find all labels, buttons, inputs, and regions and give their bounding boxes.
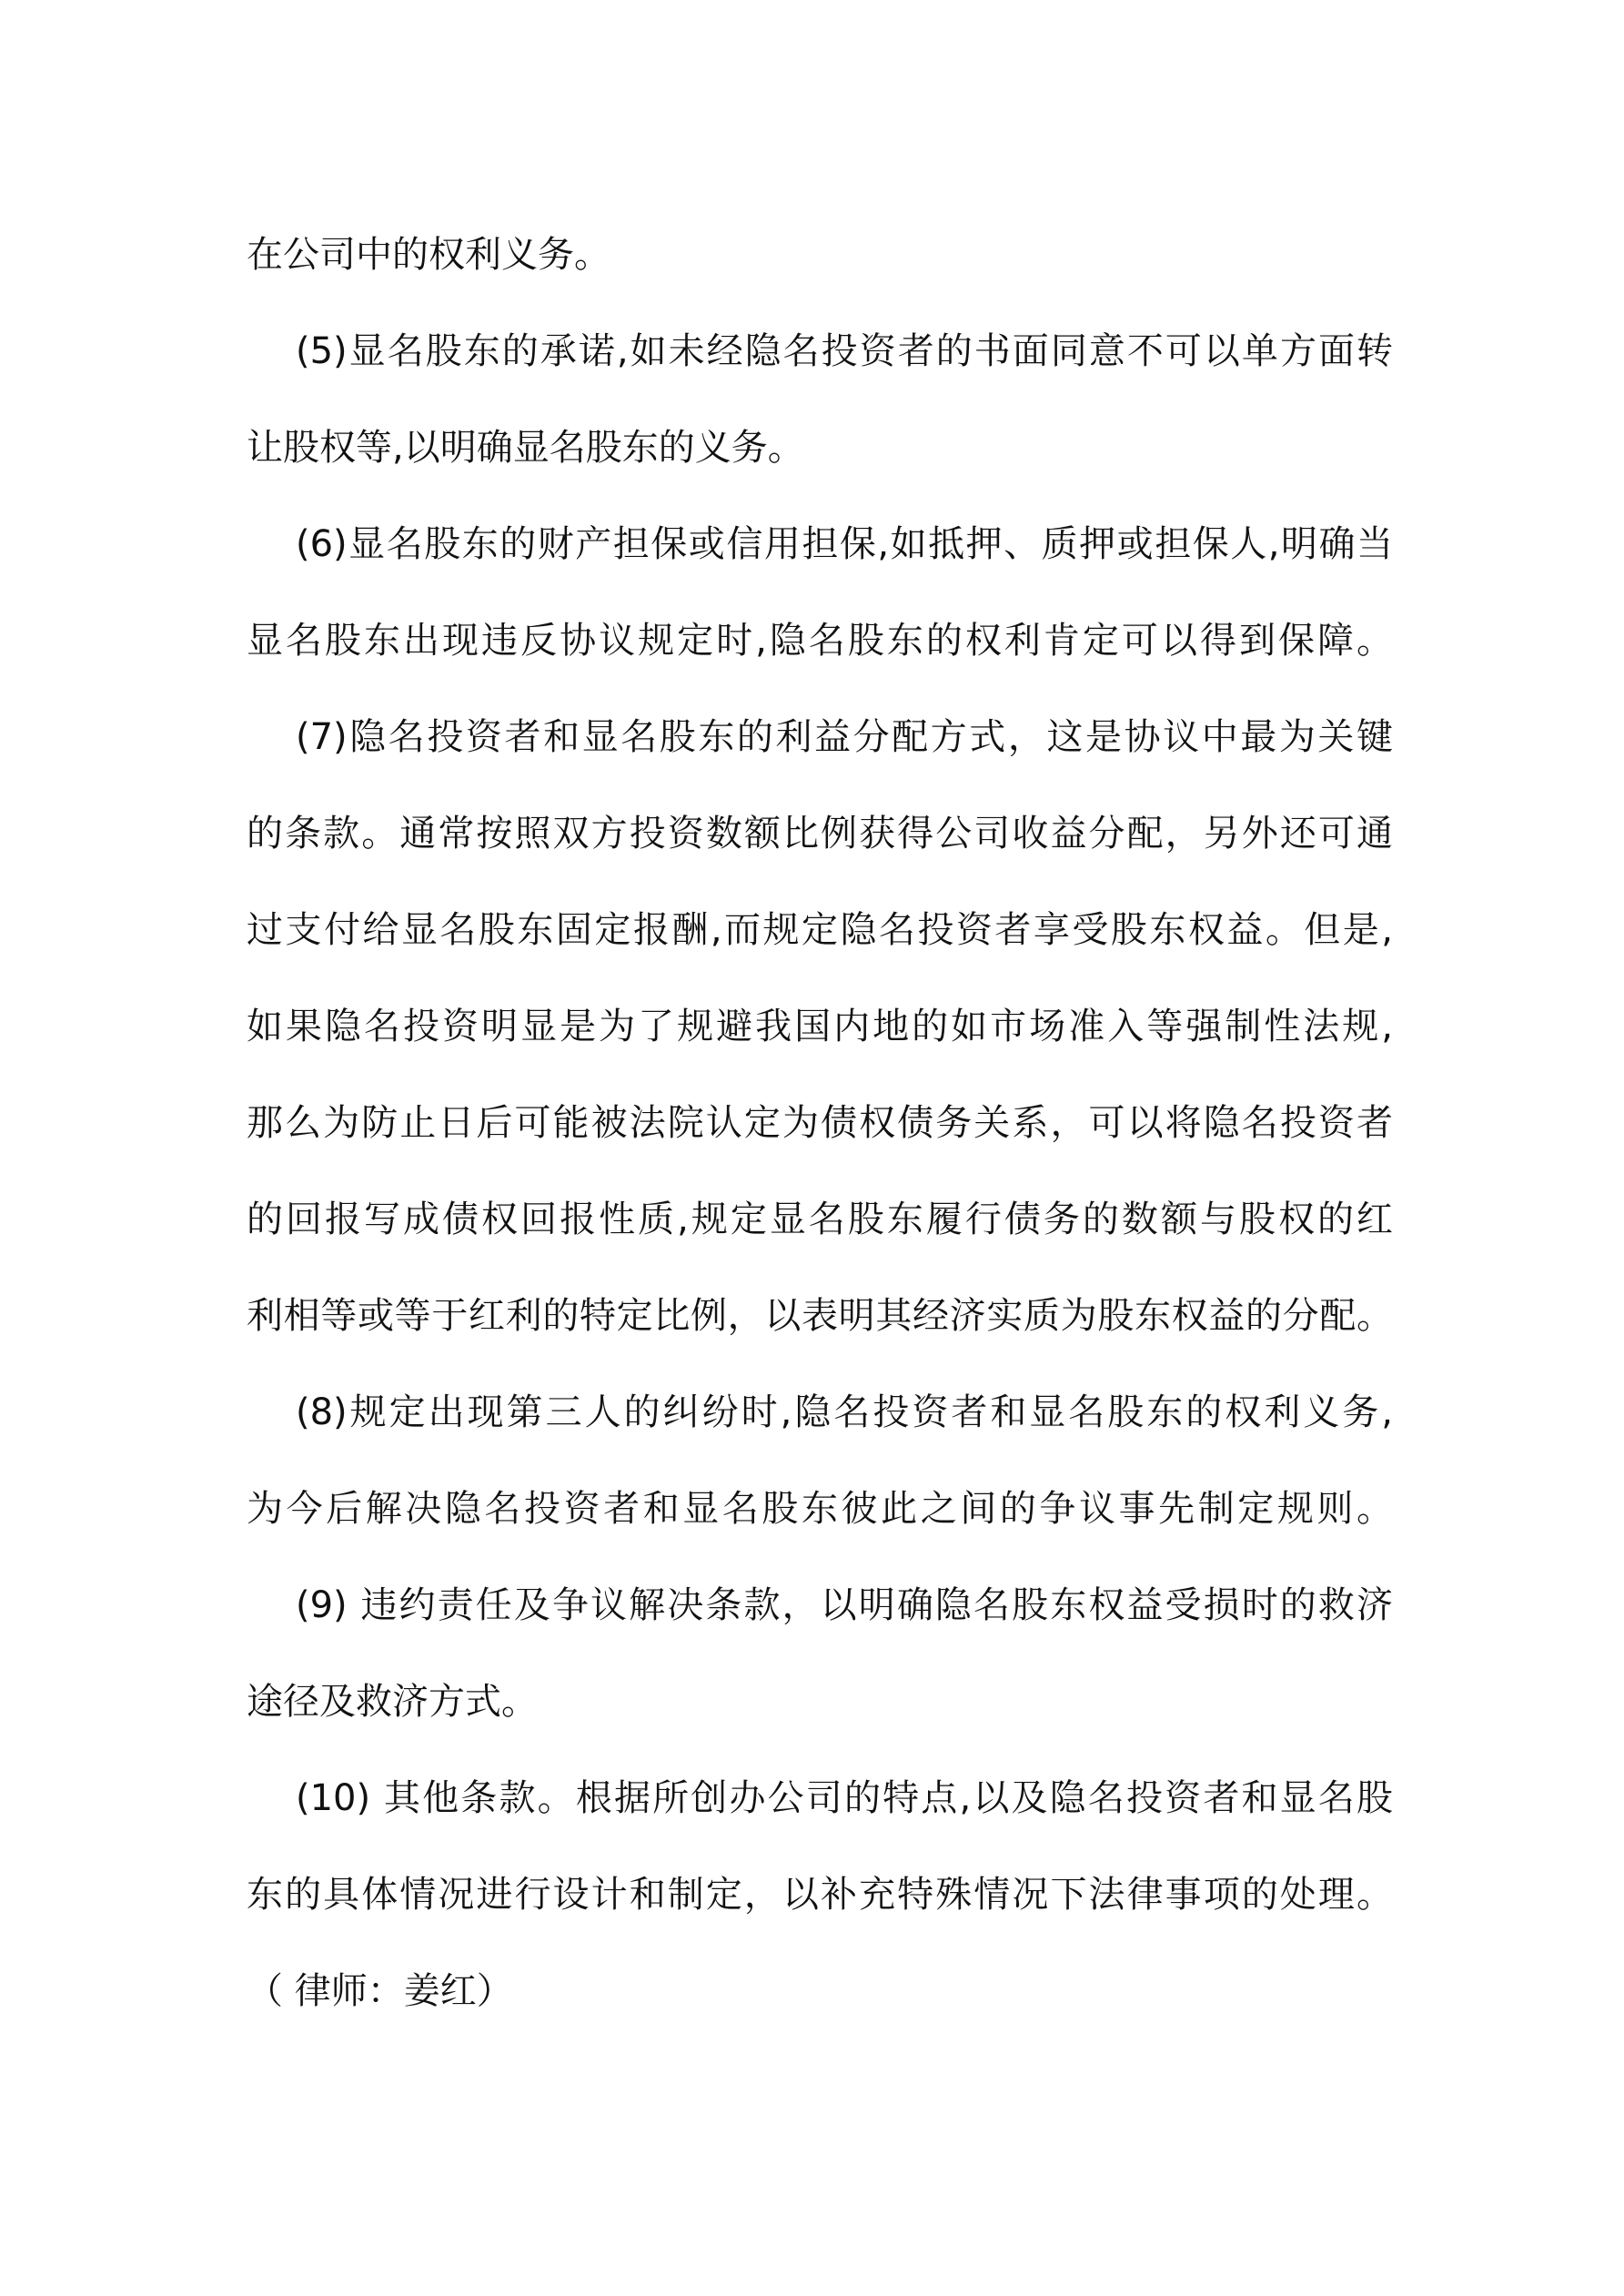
text-line: 东的具体情况进行设计和制定，以补充特殊情况下法律事项的处理。	[247, 1874, 1393, 1916]
text-line: (10) 其他条款。根据所创办公司的特点,以及隐名投资者和显名股	[296, 1777, 1393, 1819]
body-text	[247, 207, 1393, 2039]
text-line: 如果隐名投资明显是为了规避我国内地的如市场准入等强制性法规,	[247, 1006, 1393, 1047]
text-line: 的条款。通常按照双方投资数额比例获得公司收益分配，另外还可通	[247, 813, 1393, 855]
text-line: (7)隐名投资者和显名股东的利益分配方式，这是协议中最为关键	[296, 716, 1393, 758]
text-line: (9) 违约责任及争议解决条款，以明确隐名股东权益受损时的救济	[296, 1584, 1393, 1626]
text-line: 显名股东出现违反协议规定时,隐名股东的权利肯定可以得到保障。	[247, 620, 1393, 662]
text-line: 让股权等,以明确显名股东的义务。	[247, 427, 804, 469]
text-line: 利相等或等于红利的特定比例，以表明其经济实质为股东权益的分配。	[247, 1295, 1393, 1337]
text-line: 途径及救济方式。	[247, 1681, 538, 1723]
text-line: 的回报写成债权回报性质,规定显名股东履行债务的数额与股权的红	[247, 1199, 1393, 1240]
text-line: 过支付给显名股东固定报酬,而规定隐名投资者享受股东权益。但是,	[247, 909, 1393, 951]
text-line: (8)规定出现第三人的纠纷时,隐名投资者和显名股东的权利义务,	[296, 1391, 1393, 1433]
text-line: 为今后解决隐名投资者和显名股东彼此之间的争议事先制定规则。	[247, 1488, 1393, 1530]
text-line: 在公司中的权利义务。	[247, 234, 610, 276]
text-line: (5)显名股东的承诺,如未经隐名投资者的书面同意不可以单方面转	[296, 330, 1393, 372]
text-line: 那么为防止日后可能被法院认定为债权债务关系，可以将隐名投资者	[247, 1102, 1393, 1144]
text-line: (6)显名股东的财产担保或信用担保,如抵押、质押或担保人,明确当	[296, 523, 1393, 565]
author-credit: （ 律师：姜红）	[247, 1970, 513, 2012]
